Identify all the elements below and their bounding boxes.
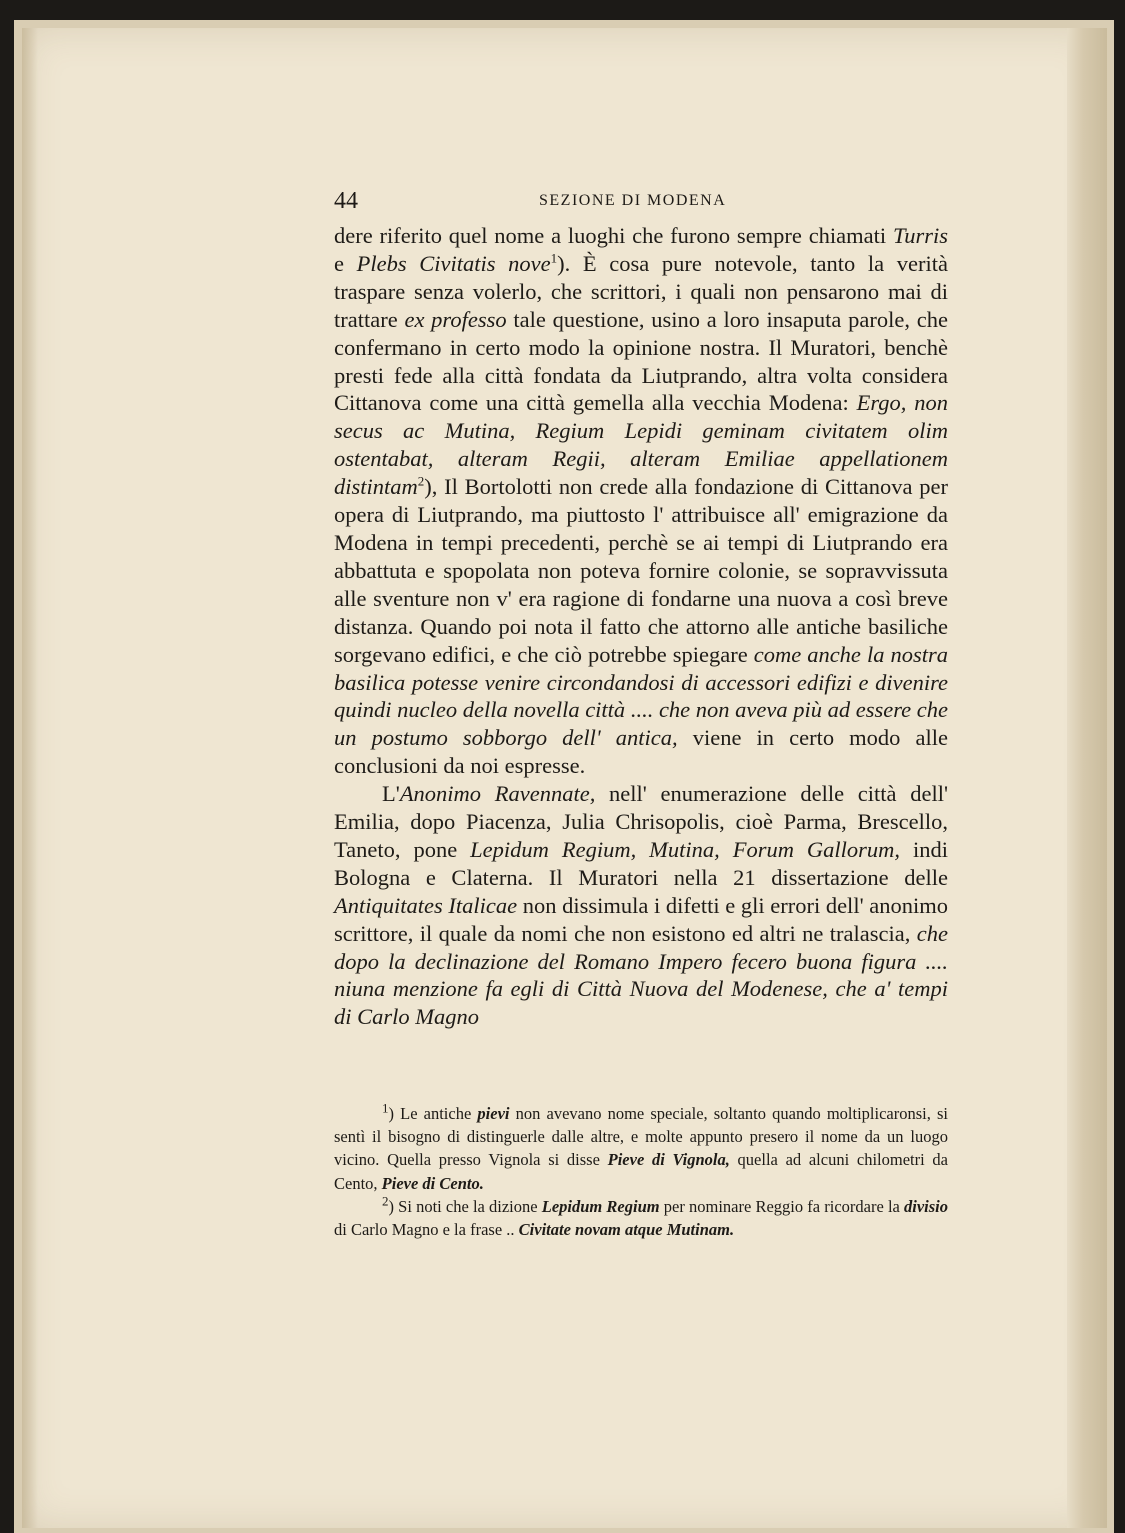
text-run: ) Le antiche: [388, 1104, 478, 1123]
italic-run: Lepidum Regium, Mutina, Forum Gallorum,: [470, 836, 901, 862]
main-text: [334, 222, 948, 1031]
text-run: indi Bologna e Claterna. Il Muratori nella 21 dissertazione delle: [334, 836, 948, 890]
footnote-mark: 1: [382, 1100, 389, 1116]
text-run: per nominare Reggio fa ricordare la: [659, 1196, 905, 1216]
italic-run: Pieve di Cento.: [381, 1173, 484, 1193]
text-run: ). È cosa pure notevole, tanto la verità traspare senza volerlo, che scrittori, i quali non pensarono mai di trattare: [334, 250, 948, 332]
italic-run: divisio: [904, 1196, 949, 1216]
italic-run: pievi: [477, 1104, 510, 1123]
text-run: di Carlo Magno e la frase ..: [334, 1220, 519, 1240]
italic-run: che dopo la declinazione del Romano Impero fecero buona figura .... niuna menzione fa egli di Città Nuova del Modenese, che a' tempi di Carlo Magno: [334, 920, 948, 1030]
page-number: 44: [334, 188, 358, 214]
italic-run: Pieve di Vignola,: [607, 1150, 730, 1170]
text-run: e: [334, 250, 357, 276]
text-run: nell' enumerazione delle città dell' Emilia, dopo Piacenza, Julia Chrisopolis, cioè Parma, Brescello, Taneto, pone: [334, 781, 948, 862]
italic-run: Antiquitates Italicae: [334, 892, 518, 918]
italic-run: Ergo, non secus ac Mutina, Regium Lepidi geminam civitatem olim ostentabat, alteram Regii, alteram Emiliae appellationem distintam: [334, 390, 949, 500]
italic-run: Plebs Civitatis nove: [356, 250, 551, 276]
italic-run: Anonimo Ravennate,: [399, 781, 596, 807]
text-run: L': [382, 781, 400, 807]
page-left-edge: [22, 28, 38, 1528]
text-run: tale questione, usino a loro insaputa parole, che confermano in certo modo la opinione nostra. Il Muratori, benchè presti fede alla città fondata da Liutprando, altra volta considera Cittanova come una città gemella alla vecchia Modena:: [334, 306, 948, 416]
text-run: viene in certo modo alle conclusioni da noi espresse.: [334, 725, 948, 779]
text-run: non dissimula i difetti e gli errori dell' anonimo scrittore, il quale da nomi che non esistono ed altri ne tralascia,: [334, 892, 948, 946]
footnotes: [334, 1102, 948, 1241]
footnote-2: [334, 1195, 948, 1241]
text-run: non avevano nome speciale, soltanto quando moltiplicaronsi, si sentì il bisogno di distinguerle dalle altre, e molte appunto presero il nome da un luogo vicino. Quella presso Vignola si disse: [334, 1104, 948, 1170]
footnote-mark: 2: [382, 1193, 389, 1209]
paragraph-1: [334, 222, 948, 780]
italic-run: Turris: [892, 223, 948, 248]
text-run: ) Si noti che la dizione: [388, 1196, 542, 1216]
italic-run: ex professo: [404, 306, 507, 332]
italic-run: Lepidum Regium: [541, 1196, 660, 1216]
footnote-ref-1: 1: [550, 250, 558, 266]
italic-run: come anche la nostra basilica potesse venire circondandosi di accessori edifizi e divenire quindi nucleo della novella città .... che non aveva più ad essere che un postumo sobborgo dell' antica,: [334, 641, 948, 751]
italic-run: Civitate novam atque Mutinam.: [518, 1220, 735, 1240]
footnote-ref-2: 2: [417, 473, 425, 489]
running-title: SEZIONE DI MODENA: [539, 192, 727, 209]
paragraph-2: [334, 780, 948, 1031]
text-run: quella ad alcuni chilometri da Cento,: [334, 1150, 948, 1193]
page-gutter-fold: [1067, 28, 1107, 1528]
footnote-1: [334, 1102, 948, 1195]
text-run: ), Il Bortolotti non crede alla fondazione di Cittanova per opera di Liutprando, ma piuttosto l' attribuisce all' emigrazione da Modena in tempi precedenti, perchè se ai tempi di Liutprando era abbattuta e spopolata non poteva fornire colonie, se sopravvissuta alle sventure non v' era ragione di fondarne una nuova a così breve distanza. Quando poi nota il fatto che attorno alle antiche basiliche sorgevano edifici, e che ciò potrebbe spiegare: [334, 474, 948, 667]
text-run: dere riferito quel nome a luoghi che furono sempre chiamati: [334, 223, 893, 248]
page-header: [334, 188, 948, 220]
